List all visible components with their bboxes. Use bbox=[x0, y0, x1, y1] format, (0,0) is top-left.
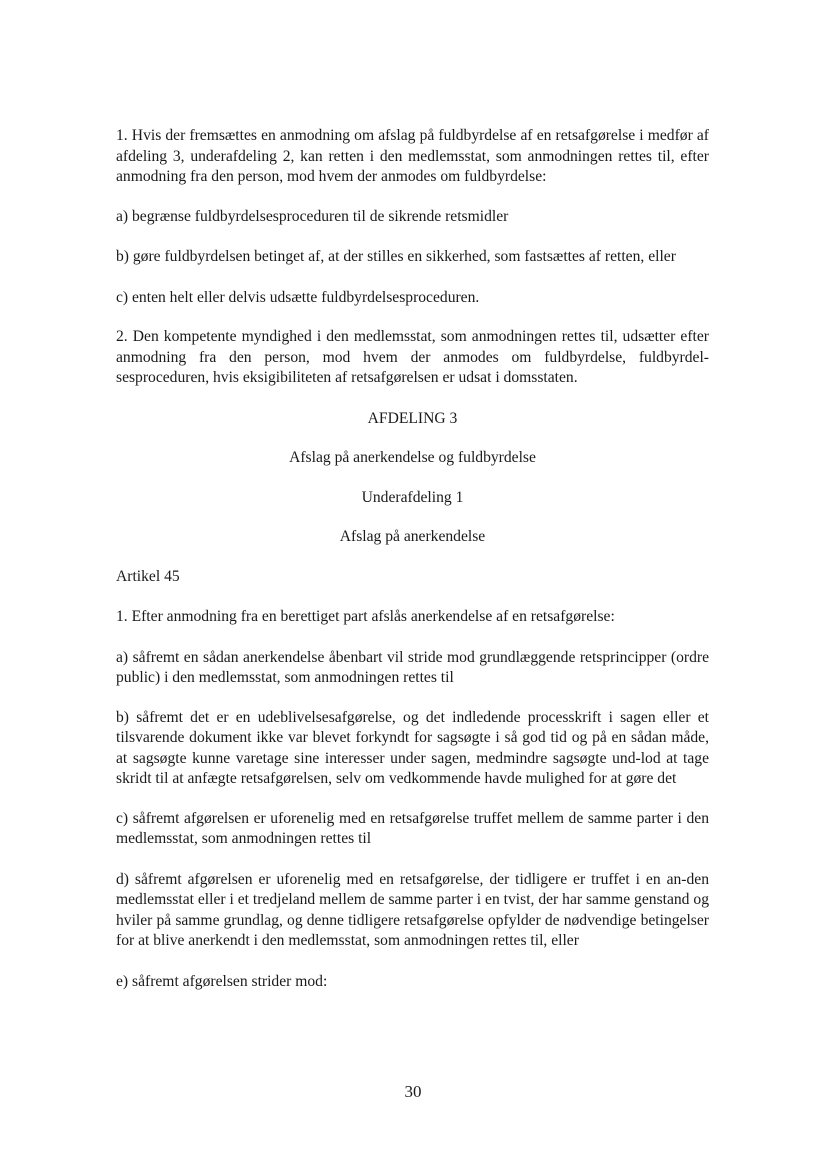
paragraph-1a: a) begrænse fuldbyrdelsesproceduren til de sikrende retsmidler bbox=[116, 207, 509, 225]
article-label: Artikel 45 bbox=[116, 567, 180, 585]
paragraph-1c: c) enten helt eller delvis udsætte fuldbyrdelsesproceduren. bbox=[116, 288, 480, 306]
article-intro: 1. Efter anmodning fra en berettiget part afslås anerkendelse af en retsafgørelse: bbox=[116, 608, 615, 625]
article-item-c: c) såfremt afgørelsen er uforenelig med en retsafgørelse truffet mellem de samme parter i den medlemsstat, som anmodningen rettes til bbox=[116, 809, 709, 847]
paragraph-1b: b) gøre fuldbyrdelsen betinget af, at der stilles en sikkerhed, som fastsættes af retten, eller bbox=[116, 248, 676, 265]
article-item-d: d) såfremt afgørelsen er uforenelig med en retsafgørelse, der tidligere er truffet i en an-den medlemsstat eller i et tredjeland mellem de samme parter i en tvist, der har samme genstand og hviler på samme grundlag, og denne tidligere retsafgørelse opfylder de nødvendige betingelser for at blive anerkendt i den medlemsstat, som anmodningen rettes til, eller bbox=[116, 870, 709, 949]
article-item-e: e) såfremt afgørelsen strider mod: bbox=[116, 972, 328, 990]
page-number: 30 bbox=[404, 1082, 422, 1101]
paragraph-2: 2. Den kompetente myndighed i den medlemsstat, som anmodningen rettes til, udsætter efter anmodning fra den person, mod hvem der anmodes om fuldbyrdelse, fuldbyrdel-sesproceduren, hvis eksigibiliteten af retsafgørelsen er udsat i domsstaten. bbox=[116, 328, 709, 386]
article-item-b: b) såfremt det er en udeblivelsesafgørelse, og det indledende processkrift i sagen eller et tilsvarende dokument ikke var blevet forkyndt for sagsøgte i så god tid og på en sådan måde, at sagsøgte kunne varetage sine interesser under sagen, medmindre sagsøgte und-lod at tage skridt til at anfægte retsafgørelsen, selv om vedkommende havde mulighed for at gøre det bbox=[116, 708, 709, 787]
section-heading: AFDELING 3 bbox=[367, 409, 458, 427]
paragraph-1: 1. Hvis der fremsættes en anmodning om afslag på fuldbyrdelse af en retsafgørelse i medfør af afdeling 3, underafdeling 2, kan retten i den medlemsstat, som anmodningen rettes til, efter anmodning fra den person, mod hvem der anmodes om fuldbyrdelse: bbox=[116, 127, 709, 185]
subsection-title: Afslag på anerkendelse bbox=[339, 528, 486, 545]
article-item-a: a) såfremt en sådan anerkendelse åbenbart vil stride mod grundlæggende retsprincipper (ordre public) i den medlemsstat, som anmodningen rettes til bbox=[116, 648, 709, 686]
section-title: Afslag på anerkendelse og fuldbyrdelse bbox=[289, 449, 536, 466]
subsection-heading: Underafdeling 1 bbox=[361, 488, 464, 506]
page-content bbox=[116, 126, 709, 992]
